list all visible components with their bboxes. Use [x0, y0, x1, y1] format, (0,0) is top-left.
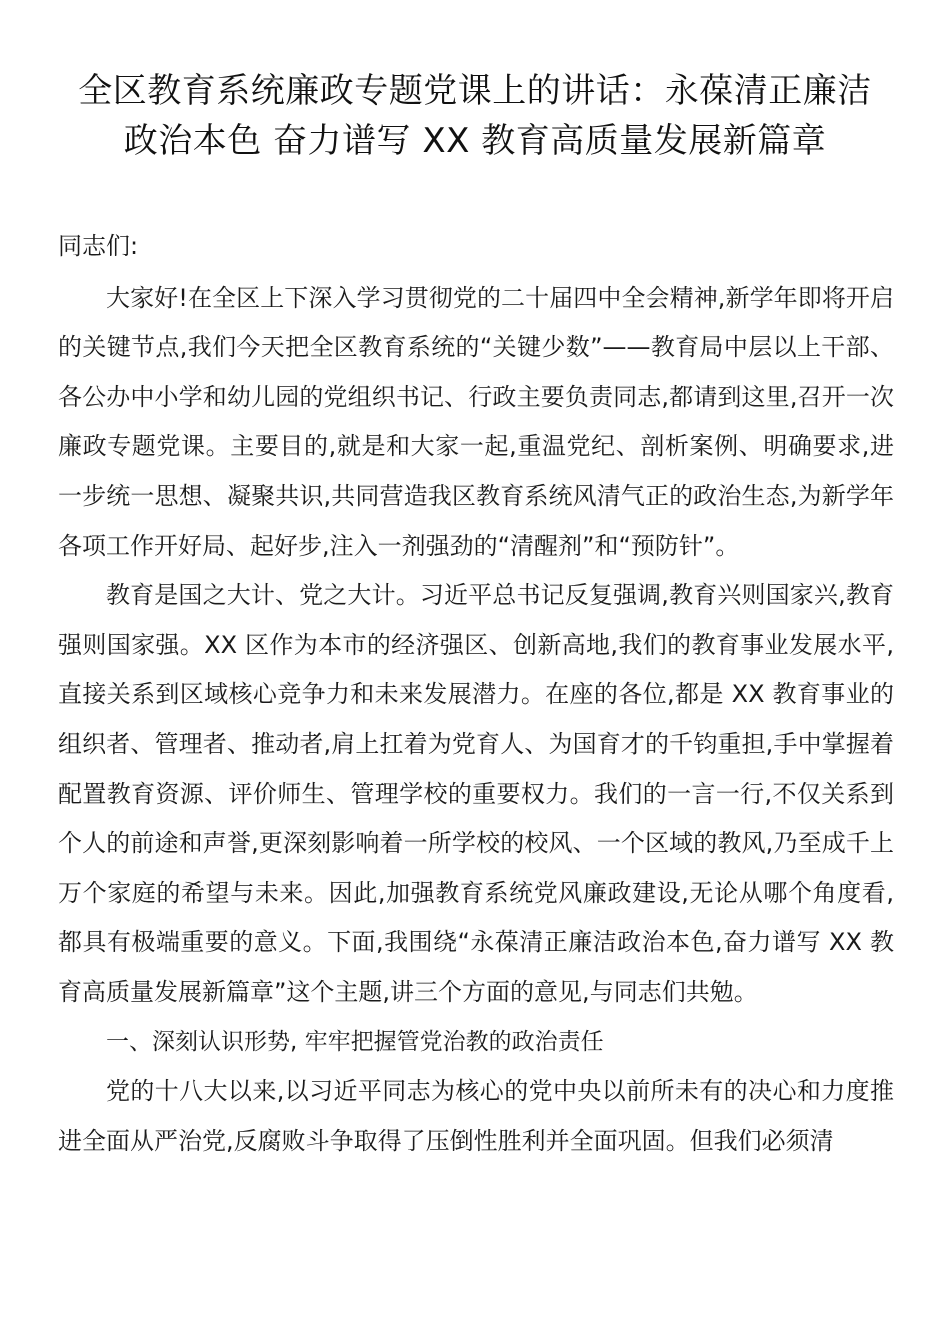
title-line-1: 全区教育系统廉政专题党课上的讲话：永葆清正廉洁 — [78, 71, 872, 111]
paragraph-section-one: 党的十八大以来,以习近平同志为核心的党中央以前所未有的决心和力度推进全面从严治党,反腐败斗争取得了压倒性胜利并全面巩固。但我们必须清 — [58, 1077, 894, 1155]
title-line-2: 政治本色 奋力谱写 XX 教育高质量发展新篇章 — [123, 121, 827, 161]
paragraph-importance: 教育是国之大计、党之大计。习近平总书记反复强调,教育兴则国家兴,教育强则国家强。XX 区作为本市的经济强区、创新高地,我们的教育事业发展水平,直接关系到区域核心竞争力和未来发展潜力。在座的各位,都是 XX 教育事业的组织者、管理者、推动者,肩上扛着为党育人、为国育才的千钧重担,手中掌握着配置教育资源、评价师生、管理学校的重要权力。我们的一言一行,不仅关系到个人的前途和声誉,更深刻影响着一所学校的校风、一个区域的教风,乃至成千上万个家庭的希望与未来。因此,加强教育系统党风廉政建设,无论从哪个角度看,都具有极端重要的意义。下面,我围绕“永葆清正廉洁政治本色,奋力谱写 XX 教育高质量发展新篇章”这个主题,讲三个方面的意见,与同志们共勉。 — [58, 581, 894, 1006]
section-heading: 一、深刻认识形势, 牢牢把握管党治教的政治责任 — [106, 1028, 604, 1055]
salutation: 同志们: — [58, 232, 139, 260]
paragraph-opening: 大家好!在全区上下深入学习贯彻党的二十届四中全会精神,新学年即将开启的关键节点,我们今天把全区教育系统的“关键少数”——教育局中层以上干部、各公办中小学和幼儿园的党组织书记、行政主要负责同志,都请到这里,召开一次廉政专题党课。主要目的,就是和大家一起,重温党纪、剖析案例、明确要求,进一步统一思想、凝聚共识,共同营造我区教育系统风清气正的政治生态,为新学年各项工作开好局、起好步,注入一剂强劲的“清醒剂”和“预防针”。 — [58, 283, 894, 560]
document-body — [58, 222, 894, 1166]
document-title — [40, 66, 910, 166]
